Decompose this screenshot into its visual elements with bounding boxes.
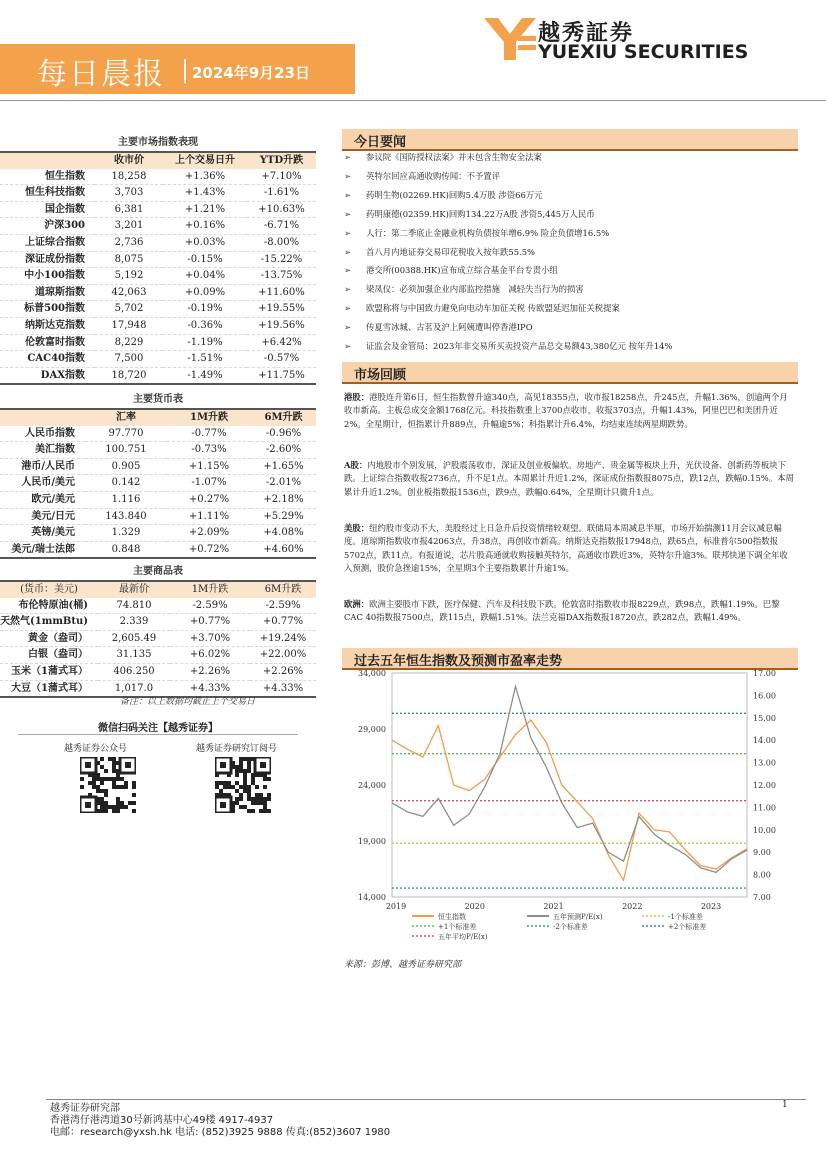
commodity-name: 布伦特原油(桶) xyxy=(18,599,88,611)
fx-value: +0.72% xyxy=(188,543,230,555)
wechat-right-caption: 越秀证券研究订阅号 xyxy=(196,744,278,754)
commodity-row xyxy=(0,663,316,680)
yuexiu-logo-icon xyxy=(484,18,536,64)
news-item[interactable] xyxy=(344,264,558,276)
fx-name: 人民币/美元 xyxy=(21,477,75,489)
index-value: +1.21% xyxy=(184,203,226,215)
news-text: 港交所(00388.HK)宣布成立综合基金平台专责小组 xyxy=(366,265,558,276)
review-us xyxy=(344,522,796,575)
index-row xyxy=(0,301,316,318)
fx-value: -0.77% xyxy=(191,427,227,439)
report-date: 2024年9月23日 xyxy=(192,64,311,82)
index-value: -1.61% xyxy=(263,187,300,199)
index-value: +0.03% xyxy=(184,236,226,248)
y-left-tick-label: 29,000 xyxy=(358,725,386,734)
wechat-section xyxy=(0,717,316,839)
fx-header-blank xyxy=(0,409,85,426)
today-news-header xyxy=(342,129,798,151)
index-value: 2,736 xyxy=(114,236,144,248)
review-us-text: 纽约股市变动不大，美股经过上日急升后投资情绪较观望。联储局本周减息半厘，市场开始揣测11月会议减息幅度。道琼斯指数收市报42063点，升38点，再创收市新高。纳斯达克指数报17948点，跌65点，标准普尔500指数报5702点，跌11点。有报道说，芯片股高通就收购接触英特尔，高通收市跌近3%，英特尔升逾3%。联邦快递下调全年收入预测，股价急挫逾15%，全星期3个主要指数累计升逾1%。 xyxy=(344,523,788,573)
x-tick-label: 2023 xyxy=(700,902,722,911)
footer-divider xyxy=(46,1099,806,1100)
plot-frame xyxy=(392,673,747,897)
news-text: 英特尔回应高通收购传闻：不予置评 xyxy=(366,170,500,181)
y-right-tick-label: 15.00 xyxy=(753,713,776,723)
y-right-tick-label: 8.00 xyxy=(753,870,771,880)
commodity-table-header xyxy=(0,581,316,598)
legend-label: -1个标准差 xyxy=(668,913,703,921)
commodity-value: +3.70% xyxy=(189,632,231,644)
arrow-bullet-icon: ➢ xyxy=(344,208,352,219)
index-value: -0.15% xyxy=(187,253,223,265)
index-value: 8,229 xyxy=(114,336,144,348)
review-a xyxy=(344,459,796,499)
commodity-row xyxy=(0,598,316,614)
wechat-title: 微信扫码关注【越秀证券】 xyxy=(98,723,218,734)
index-name: 深证成份指数 xyxy=(25,253,85,265)
index-row xyxy=(0,218,316,235)
x-tick-label: 2020 xyxy=(464,902,485,911)
index-row xyxy=(0,284,316,301)
index-value: 3,703 xyxy=(114,187,144,199)
review-hk-label: 港股： xyxy=(344,392,370,402)
index-row xyxy=(0,334,316,351)
y-left-tick-label: 14,000 xyxy=(358,893,386,902)
commodity-value: +19.24% xyxy=(259,632,307,644)
commodity-value: +4.33% xyxy=(262,682,304,694)
arrow-bullet-icon: ➢ xyxy=(344,284,352,295)
legend-label: 五年预测P/E(x) xyxy=(553,913,603,921)
index-row xyxy=(0,351,316,368)
review-eu-text: 欧洲主要股市下跌，医疗保健、汽车及科技股下跌。伦敦富时指数收市报8229点，跌98点，跌幅1.19%。巴黎CAC 40指数报7500点，跌115点，跌幅1.51%。法兰克福DAX指数报18720点，跌282点，跌幅1.49%。 xyxy=(344,599,780,623)
commodity-table-title: 主要商品表 xyxy=(133,566,183,577)
qr-code-right-icon[interactable] xyxy=(215,757,271,813)
index-name: CAC40指数 xyxy=(27,353,85,365)
fx-row xyxy=(0,426,316,442)
index-value: 8,075 xyxy=(114,253,144,265)
page-number: 1 xyxy=(782,1100,788,1110)
index-value: +19.55% xyxy=(258,303,305,315)
index-value: +0.16% xyxy=(184,220,226,232)
review-a-text: 内地股市个别发展，沪股震荡收市，深证及创业板偏软。房地产、贵金属等板块上升，光伏设备、创新药等板块下跌。上证综合指数收报2736点，升不足1点。本周累计升近1.2%，深证成份指数报8075点，跌12点，跌幅0.15%。本周累计升近1.2%。创业板指数报1536点，跌9点，跌幅0.64%，全星期计只微升1点。 xyxy=(344,460,794,497)
commodity-value: 1,017.0 xyxy=(114,682,154,694)
commodity-name: 玉米（1蒲式耳） xyxy=(11,665,88,677)
fx-table-header xyxy=(0,409,316,426)
y-right-tick-label: 17.00 xyxy=(753,669,776,678)
title-separator xyxy=(184,59,186,83)
wechat-divider xyxy=(18,734,298,735)
commodity-row xyxy=(0,630,316,647)
commodity-row xyxy=(0,647,316,664)
commodity-value: 74.810 xyxy=(116,599,152,611)
fx-value: +5.29% xyxy=(263,510,304,522)
index-table-header xyxy=(0,152,316,169)
index-table xyxy=(0,151,316,385)
fx-value: 1.329 xyxy=(111,527,141,539)
index-value: -8.00% xyxy=(263,236,300,248)
index-name: 恒生科技指数 xyxy=(25,187,85,199)
y-right-tick-label: 9.00 xyxy=(753,848,771,858)
index-value: -1.51% xyxy=(187,353,223,365)
fx-value: -0.73% xyxy=(191,444,227,456)
y-left-tick-label: 19,000 xyxy=(358,837,386,846)
commodity-value: -2.59% xyxy=(192,599,228,611)
news-item[interactable] xyxy=(344,246,535,258)
index-value: 17,948 xyxy=(111,319,147,331)
commodity-name: 黄金（盎司） xyxy=(28,632,88,644)
fx-value: -2.60% xyxy=(265,444,302,456)
hsi-pe-chart xyxy=(342,665,802,953)
index-header-close: 收市价 xyxy=(95,152,163,169)
index-value: +0.09% xyxy=(184,286,226,298)
news-item[interactable] xyxy=(344,321,533,333)
news-text: 欧盟称将与中国致力避免向电动车加征关税 传欧盟延迟加征关税提案 xyxy=(366,303,620,314)
fx-name: 港币/人民币 xyxy=(21,460,75,472)
index-value: 42,063 xyxy=(111,286,147,298)
fx-name: 美元/瑞士法郎 xyxy=(11,543,75,555)
x-tick-label: 2022 xyxy=(622,902,643,911)
index-value: 7,500 xyxy=(114,353,144,365)
news-text: 首八月内地证券交易印花税收入按年跌55.5% xyxy=(366,246,535,257)
fx-name: 美元/日元 xyxy=(31,510,75,522)
index-name: 伦敦富时指数 xyxy=(25,336,85,348)
index-value: -1.19% xyxy=(187,336,223,348)
index-value: 3,201 xyxy=(114,220,144,232)
fx-row xyxy=(0,541,316,558)
y-right-tick-label: 14.00 xyxy=(753,736,776,746)
commodity-header-1m: 1M升跌 xyxy=(170,581,250,598)
commodity-value: 31.135 xyxy=(116,649,152,661)
index-table-title: 主要市场指数表现 xyxy=(118,137,198,148)
index-row xyxy=(0,169,316,185)
y-right-tick-label: 11.00 xyxy=(753,803,776,813)
fx-row xyxy=(0,442,316,459)
arrow-bullet-icon: ➢ xyxy=(344,341,352,351)
arrow-bullet-icon: ➢ xyxy=(344,246,352,257)
footer-dept: 越秀证券研究部 xyxy=(50,1103,120,1114)
legend-label: +2个标准差 xyxy=(668,923,707,931)
index-value: +1.43% xyxy=(184,187,226,199)
index-header-ytd: YTD升跌 xyxy=(247,152,316,169)
commodity-value: +2.26% xyxy=(262,665,304,677)
arrow-bullet-icon: ➢ xyxy=(344,189,352,200)
news-item[interactable] xyxy=(344,340,672,352)
logo-chinese: 越秀証券 xyxy=(538,21,635,46)
commodity-name: 大豆（1蒲式耳） xyxy=(11,682,88,694)
news-item[interactable] xyxy=(344,208,595,220)
fx-row xyxy=(0,525,316,542)
legend-label: 五年平均P/E(x) xyxy=(438,933,488,941)
index-value: -0.19% xyxy=(187,303,223,315)
news-item[interactable] xyxy=(344,189,543,201)
fx-value: +4.60% xyxy=(263,543,304,555)
fx-value: 143.840 xyxy=(105,510,147,522)
logo-english: YUEXIU SECURITIES xyxy=(538,41,749,63)
fx-row xyxy=(0,458,316,475)
news-text: 参议院《国防授权法案》并未包含生物安全法案 xyxy=(366,152,542,162)
index-name: 恒生指数 xyxy=(45,170,85,182)
review-eu xyxy=(344,598,796,625)
review-hk xyxy=(344,391,796,431)
index-row xyxy=(0,234,316,251)
fx-value: -1.07% xyxy=(191,477,227,489)
index-row xyxy=(0,367,316,384)
news-item[interactable] xyxy=(344,227,609,239)
news-text: 人行：第二季底止金融业机构负债按年增6.9% 险企负债增16.5% xyxy=(366,227,610,238)
index-name: DAX指数 xyxy=(40,369,85,381)
fx-value: +2.18% xyxy=(263,493,304,505)
wechat-left-caption: 越秀证券公众号 xyxy=(64,744,128,754)
fx-name: 欧元/美元 xyxy=(31,493,75,505)
fx-value: +1.15% xyxy=(188,460,230,472)
y-right-tick-label: 12.00 xyxy=(753,781,776,790)
fx-name: 人民币指数 xyxy=(25,427,75,439)
review-eu-label: 欧洲： xyxy=(344,599,370,609)
x-tick-label: 2019 xyxy=(385,902,407,911)
y-right-tick-label: 10.00 xyxy=(753,825,776,835)
commodity-value: 406.250 xyxy=(113,665,155,677)
fx-value: +1.11% xyxy=(188,510,230,522)
x-tick-label: 2021 xyxy=(543,902,564,911)
news-item[interactable] xyxy=(344,283,584,295)
fx-value: +4.08% xyxy=(263,527,304,539)
fx-header-rate: 汇率 xyxy=(85,409,167,426)
fx-value: 0.142 xyxy=(111,477,141,489)
report-title: 每日晨报 xyxy=(37,57,165,92)
fx-value: 97.770 xyxy=(108,427,144,439)
commodity-value: +2.26% xyxy=(189,665,231,677)
review-a-label: A股： xyxy=(344,460,368,470)
chart-title: 过去五年恒生指数及预测市盈率走势 xyxy=(354,654,563,669)
arrow-bullet-icon: ➢ xyxy=(344,170,352,181)
fx-header-1m: 1M升跌 xyxy=(167,409,251,426)
footer-contact: 电邮：research@yxsh.hk 电话: (852)3925 9888 传真:(852)3607 1980 xyxy=(50,1127,391,1138)
fx-value: 1.116 xyxy=(111,493,141,505)
commodity-value: 2.339 xyxy=(119,616,149,628)
index-value: 5,192 xyxy=(114,270,144,282)
index-name: 上证综合指数 xyxy=(25,236,85,248)
index-name: 国企指数 xyxy=(45,203,85,215)
fx-header-6m: 6M升跌 xyxy=(251,409,316,426)
index-row xyxy=(0,201,316,218)
commodity-table xyxy=(0,580,316,698)
index-value: +6.42% xyxy=(261,336,302,348)
review-us-label: 美股： xyxy=(344,523,370,533)
market-review-header xyxy=(342,362,798,384)
commodity-value: 2,605.49 xyxy=(111,632,157,644)
fx-value: +1.65% xyxy=(263,460,304,472)
index-row xyxy=(0,268,316,285)
news-item[interactable] xyxy=(344,170,500,182)
index-value: 18,258 xyxy=(111,170,147,182)
data-note: 备注：以上数据均截止上个交易日 xyxy=(120,697,256,707)
footer xyxy=(50,1103,390,1139)
commodity-row xyxy=(0,614,316,631)
index-header-prev: 上个交易日升 xyxy=(163,152,247,169)
fx-row xyxy=(0,475,316,492)
index-value: -6.71% xyxy=(263,220,300,232)
y-left-tick-label: 34,000 xyxy=(358,669,386,678)
today-news-title: 今日要闻 xyxy=(354,135,407,150)
commodity-header-currency: (货币：美元) xyxy=(0,581,98,598)
commodity-name: 白银（盎司） xyxy=(28,649,88,661)
index-value: 5,702 xyxy=(114,303,144,315)
index-value: +11.75% xyxy=(258,369,305,381)
arrow-bullet-icon: ➢ xyxy=(344,152,352,162)
arrow-bullet-icon: ➢ xyxy=(344,265,352,276)
commodity-value: +0.77% xyxy=(189,616,231,628)
fx-value: -0.96% xyxy=(265,427,302,439)
news-text: 梁凤仪：必须加强企业内部监控措施 减轻失当行为的损害 xyxy=(366,284,584,295)
news-text: 传夏雪冰城、古茗及沪上阿姨遭叫停香港IPO xyxy=(366,322,533,333)
index-row xyxy=(0,317,316,334)
index-header-blank xyxy=(0,152,95,169)
fx-name: 美汇指数 xyxy=(35,444,75,456)
index-value: -15.22% xyxy=(260,253,303,265)
arrow-bullet-icon: ➢ xyxy=(344,303,352,314)
index-value: +10.63% xyxy=(258,203,305,215)
news-item[interactable] xyxy=(344,151,542,163)
fx-table-title: 主要货币表 xyxy=(133,394,183,405)
commodity-value: +4.33% xyxy=(189,682,231,694)
news-text: 药明生物(02269.HK)回购5.4万股 涉资66万元 xyxy=(366,189,543,200)
index-value: 18,720 xyxy=(111,369,147,381)
index-value: +0.04% xyxy=(184,270,226,282)
fx-name: 英镑/美元 xyxy=(31,527,75,539)
index-value: +7.10% xyxy=(261,170,302,182)
fx-value: +0.27% xyxy=(188,493,230,505)
commodity-header-6m: 6M升跌 xyxy=(250,581,316,598)
fx-value: 100.751 xyxy=(105,444,147,456)
news-item[interactable] xyxy=(344,302,620,314)
index-value: -0.57% xyxy=(263,353,300,365)
legend-label: 恒生指数 xyxy=(438,913,466,921)
index-name: 中小100指数 xyxy=(24,270,85,282)
index-row xyxy=(0,251,316,268)
fx-value: +2.09% xyxy=(188,527,230,539)
fx-value: 0.848 xyxy=(111,543,141,555)
y-right-tick-label: 7.00 xyxy=(753,893,771,902)
chart-source: 来源：彭博、越秀证券研究部 xyxy=(344,960,462,970)
fx-value: 0.905 xyxy=(111,460,141,472)
legend-label: -2个标准差 xyxy=(553,923,588,931)
commodity-value: +22.00% xyxy=(259,649,307,661)
legend-label: +1个标准差 xyxy=(438,923,477,931)
header-banner xyxy=(0,44,355,94)
footer-address: 香港湾仔港湾道30号新鸿基中心49楼 4917-4937 xyxy=(50,1115,274,1126)
fx-row xyxy=(0,508,316,525)
review-hk-text: 港股连升第6日，恒生指数曾升逾340点，高见18355点，收市报18258点，升245点，升幅1.36%，创逾两个月收市新高。主板总成交金额1768亿元。科技指数重上3700点收市，收报3703点，升幅1.43%，阿里巴巴和美团升近2%。全星期计，恒指累计升889点，升幅逾5%；科指累计升6.4%，均结束连续两星期跌势。 xyxy=(344,392,788,429)
index-value: -1.49% xyxy=(187,369,223,381)
index-name: 道琼斯指数 xyxy=(35,286,85,298)
index-value: 6,381 xyxy=(114,203,144,215)
arrow-bullet-icon: ➢ xyxy=(344,227,352,238)
header-divider xyxy=(0,100,826,101)
commodity-value: -2.59% xyxy=(265,599,301,611)
qr-code-left-icon[interactable] xyxy=(80,757,136,813)
arrow-bullet-icon: ➢ xyxy=(344,322,352,333)
index-value: +1.36% xyxy=(184,170,226,182)
fx-value: -2.01% xyxy=(265,477,302,489)
commodity-value: +0.77% xyxy=(262,616,304,628)
index-value: +19.56% xyxy=(258,319,305,331)
index-name: 纳斯达克指数 xyxy=(25,319,85,331)
index-name: 沪深300 xyxy=(44,220,85,232)
news-text: 药明康德(02359.HK)回购134.22万A股 涉资5,445万人民币 xyxy=(366,208,595,219)
index-value: -13.75% xyxy=(260,270,303,282)
news-text: 证监会及金管局：2023年非交易所买卖投资产品总交易额43,380亿元 按年升14% xyxy=(366,341,673,351)
market-review-title: 市场回顾 xyxy=(354,368,407,383)
fx-table xyxy=(0,408,316,559)
commodity-name: 天然气(1mmBtu) xyxy=(0,616,88,628)
index-row xyxy=(0,185,316,202)
index-value: +11.60% xyxy=(258,286,305,298)
index-value: -0.36% xyxy=(187,319,223,331)
commodity-header-price: 最新价 xyxy=(98,581,170,598)
commodity-value: +6.02% xyxy=(189,649,231,661)
y-right-tick-label: 16.00 xyxy=(753,691,776,701)
y-left-tick-label: 24,000 xyxy=(358,781,386,790)
y-right-tick-label: 13.00 xyxy=(753,758,776,768)
fx-row xyxy=(0,491,316,508)
series-line xyxy=(392,686,747,872)
index-name: 标普500指数 xyxy=(24,303,85,315)
